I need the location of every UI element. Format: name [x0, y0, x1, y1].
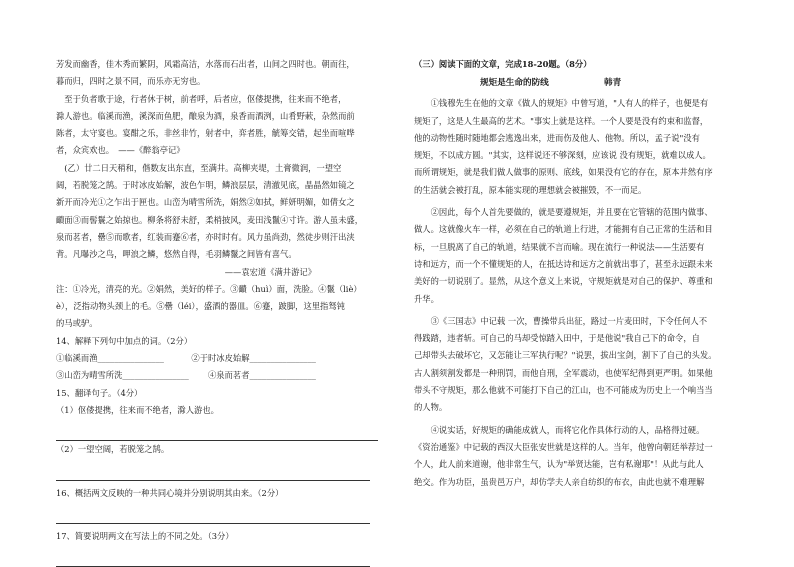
note-line: è），泛指动物头颈上的毛。⑤罍（léi），盛酒的器皿。⑥蹇，跛脚，这里指驽钝: [56, 301, 345, 312]
paragraph-line: 美好的一切说别了。显然，从这个意义上来说，守规矩就是对自己的保护、尊重和: [414, 276, 713, 287]
right-column: [414, 56, 738, 491]
paragraph-line: 规矩了，这是人生最高的艺术。"事实上就是这样。一个人要是没有约束和监督，: [414, 115, 709, 126]
passage-line: 靧面③而髻鬟之始掠也。柳条将舒未舒，柔梢披风，麦田浅鬣④寸许。游人虽未盛，: [56, 214, 363, 225]
classical-passage: [56, 56, 378, 281]
passage-line: 至于负者歌于途，行者休于树，前者呼，后者应，伛偻提携，往来而不绝者，: [56, 93, 347, 104]
sub-question: （2）一望空阔，若脱笼之鹄。: [56, 444, 170, 455]
passage-line: 背。凡曝沙之鸟，呷浪之鳞，悠然自得，毛羽鳞鬣之间皆有喜气。: [56, 249, 297, 260]
paragraph-3: [414, 313, 738, 417]
paragraph-line: 他的动物性随时随地都会逃逸出来，进而伤及他人、他物。所以，孟子说"没有: [414, 132, 700, 143]
question-16: [56, 485, 378, 524]
question-item: ②于时冰皮始解________________: [191, 353, 316, 364]
paragraph-line: 带头不守规矩，那么他就不可能打下自己的江山，也不可能成为历史上一个响当当: [414, 385, 713, 396]
question-15: [56, 385, 378, 481]
paragraph-line: 古人割须割发都是一种刑罚，而他自刑，全军震动，也使军纪得到更严明。如果他: [414, 367, 713, 378]
question-item: ④泉而茗者________________: [208, 370, 316, 381]
paragraph-line: 的生活就会被打乱，原本能实现的理想就会被摧毁，不一而足。: [414, 184, 647, 195]
paragraph-line: 而所谓规矩，就是我们做人做事的原则、底线，如果没有它的存在，原本井然有序: [414, 167, 713, 178]
paragraph-line: 标，一旦脱离了自己的轨道，结果就不言而喻。现在流行一种说法——生活要有: [414, 241, 705, 252]
passage-source: ——袁宏道《满井游记》: [224, 266, 316, 277]
paragraph-line: 个人，此人前来道谢，他非常生气，认为"举贤达能，岂有私谢耶"！从此与此人: [414, 459, 704, 470]
article-title: 规矩是生命的防线: [480, 78, 549, 89]
answer-line[interactable]: [56, 545, 370, 567]
left-column: [56, 56, 378, 567]
note-line: 的马或驴。: [56, 318, 98, 329]
paragraph-4: [414, 422, 738, 491]
section-heading: （三）阅读下面的文章，完成18-20题。（8分）: [414, 59, 592, 69]
paragraph-line: 得践踏，违者斩。可自己的马却受惊踏入田中，于是他说"我自己下的命令，自: [414, 333, 700, 344]
passage-line: 暮而归，四时之景不同，而乐亦无穷也。: [56, 76, 206, 87]
passage-line: 阔，若脱笼之鹄。于时冰皮始解，波色乍明，鳞浪层层，清澈见底，晶晶然如镜之: [56, 180, 355, 191]
note-line: 注：①冷光，清亮的光。②娟然，美好的样子。③靧（huì）面，洗脸。④鬣（liè）: [56, 283, 362, 294]
paragraph-line: ③《三国志》中记载 一次，曹操带兵出征，路过一片麦田时，下令任何人不: [414, 315, 708, 326]
paragraph-line: 诗和远方，而一个不懂规矩的人，在抵达诗和远方之前就出事了，甚至永远跟未来: [414, 258, 713, 269]
question-item: ①临溪而渔________________: [56, 353, 164, 364]
question-14: [56, 333, 378, 385]
paragraph-line: ①钱穆先生在他的文章《做人的规矩》中曾写道，"人有人的样子，也便是有: [414, 98, 709, 109]
passage-line: 新开而冷光①之乍出于匣也。山峦为晴雪所洗，娟然②如拭，鲜妍明媚，如倩女之: [56, 197, 355, 208]
question-stem: 15、翻译句子。（4分）: [56, 387, 143, 398]
sub-question: （1）伛偻提携，往来而不绝者，滁人游也。: [56, 404, 219, 415]
article-header: [414, 73, 738, 95]
paragraph-line: 的人物。: [414, 402, 448, 413]
question-item: ③山峦为晴雪所洗________________: [56, 370, 189, 381]
paragraph-line: 规矩，不以成方圆。"其实，这样说还不够深刻，应该说 没有规矩，就难以成人。: [414, 150, 711, 161]
paragraph-1: [414, 95, 738, 199]
question-stem: 14、解释下列句中加点的词。（2分）: [56, 335, 193, 346]
passage-line: 泉而茗者，罍⑤而歌者，红装而蹇⑥者，亦时时有。风力虽尚劲，然徒步则汗出浃: [56, 231, 355, 242]
question-items-row: [56, 367, 378, 384]
question-17: [56, 528, 378, 567]
passage-line: 芳发而幽香，佳木秀而繁阴，风霜高洁，水落而石出者，山间之四时也。朝而往，: [56, 59, 355, 69]
paragraph-line: 升华。: [414, 293, 439, 304]
answer-line[interactable]: [56, 459, 370, 481]
passage-line: (乙）廿二日天稍和，偕数友出东直，至满井。高柳夹堤，土膏微润，一望空: [56, 162, 342, 173]
answer-line[interactable]: [56, 419, 378, 441]
passage-line: 者，众宾欢也。 ——《醉翁亭记》: [56, 145, 185, 156]
paragraph-line: 绝交。作为功臣，虽贵邑万户，却仿学夫人亲自纺织的布衣，由此也就不难理解: [414, 476, 705, 487]
paragraph-line: ②因此，每个人首先要做的，就是要遵规矩，并且要在它管辖的范围内做事、: [414, 207, 713, 218]
question-items-row: [56, 350, 378, 367]
article-author: 韩青: [604, 78, 622, 89]
passage-line: 陈者，太守宴也。宴酣之乐，非丝非竹，射者中，弈者胜，觥筹交错，起坐而喧哗: [56, 128, 355, 139]
question-stem: 16、概括两文反映的一种共同心境并分别说明其由来。（2分）: [56, 487, 284, 498]
paragraph-line: 《资治通鉴》中记载的西汉大臣张安世就是这样的人。当年，他曾向朝廷举荐过一: [414, 441, 713, 452]
paragraph-line: 做人。这就像火车一样，必须在自己的轨道上行进，才能拥有自己正常的生活和目: [414, 224, 713, 235]
passage-line: 滁人游也。临溪而渔，溪深而鱼肥，酿泉为酒，泉香而酒洌，山肴野蔌，杂然而前: [56, 110, 355, 121]
question-stem: 17、简要说明两文在写法上的不同之处。（3分）: [56, 530, 234, 541]
answer-line[interactable]: [56, 502, 370, 524]
annotations: [56, 281, 378, 333]
paragraph-line: 己却带头去破坏它，又怎能让三军执行呢？"说罢，拔出宝剑，割下了自己的头发。: [414, 350, 717, 361]
paragraph-line: ④说实话，好规矩的确能成就人，而将它化作具体行动的人，品格得过硬。: [414, 424, 705, 435]
paragraph-2: [414, 204, 738, 308]
